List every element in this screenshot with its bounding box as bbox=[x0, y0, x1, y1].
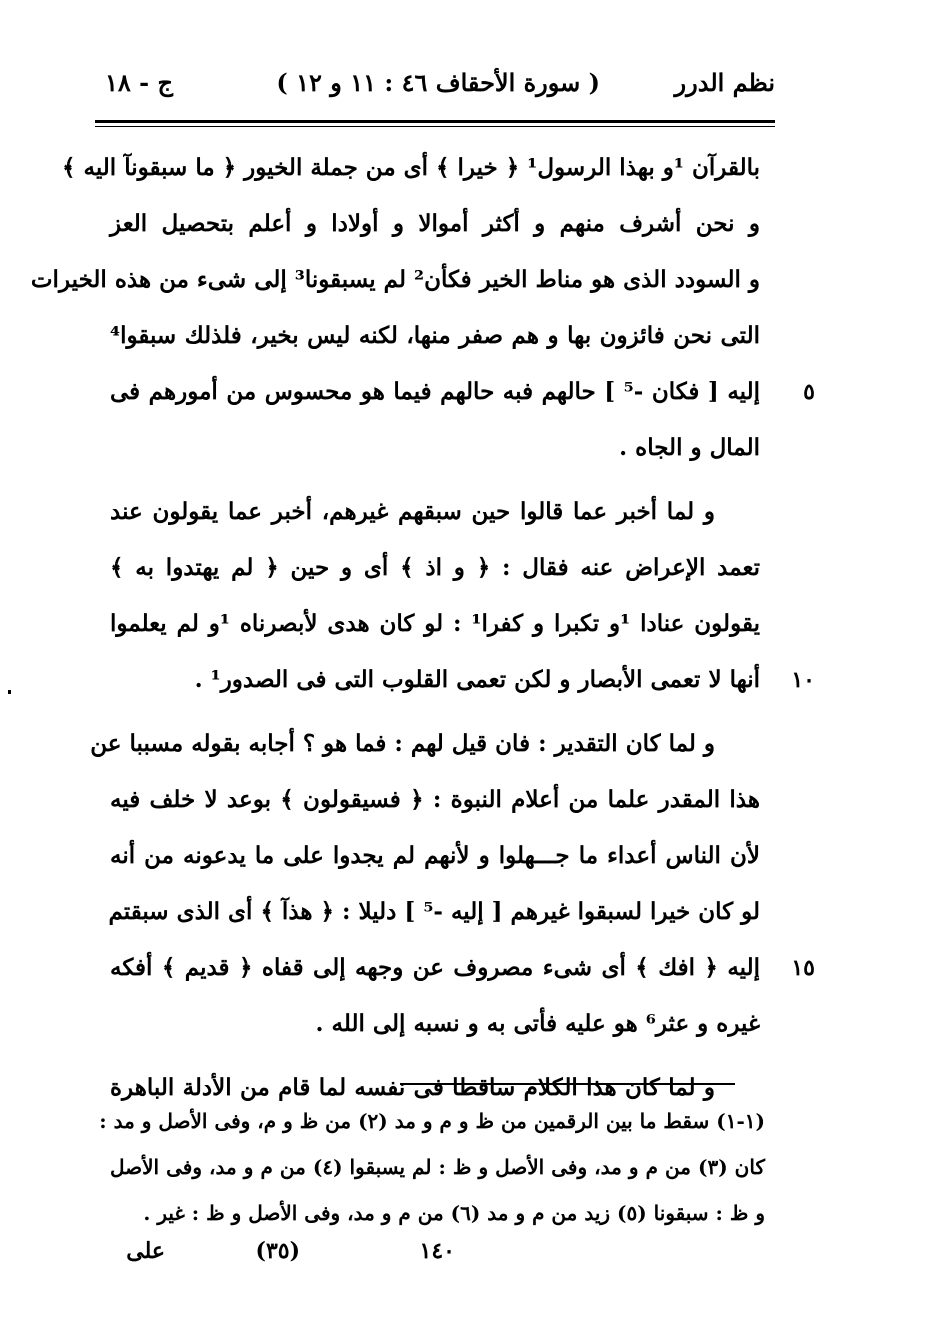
book-title: نظم الدرر bbox=[674, 68, 775, 97]
text-line bbox=[110, 540, 760, 596]
header-rule bbox=[95, 120, 775, 123]
footnote-line: كان (٣) من م و مد، وفى الأصل و ظ : لم يسبقوا (٤) من م و مد، وفى الأصل bbox=[110, 1155, 765, 1179]
line-text: لأن الناس أعداء ما جـــهلوا و لأنهم لم يجدوا على ما يدعونه من أنه bbox=[110, 842, 760, 869]
surah-reference: ( سورة الأحقاف ٤٦ : ١١ و ١٢ ) bbox=[276, 68, 600, 97]
text-line bbox=[110, 884, 760, 940]
text-line bbox=[110, 484, 760, 540]
page-footer bbox=[110, 1238, 710, 1278]
body-text bbox=[30, 140, 815, 1116]
text-line bbox=[110, 828, 760, 884]
running-header bbox=[95, 68, 775, 108]
text-line bbox=[30, 252, 760, 308]
line-text: غيره و عثر⁶ هو عليه فأتى به و نسبه إلى الله . bbox=[315, 1010, 760, 1037]
line-text: و لما أخبر عما قالوا حين سبقهم غيرهم، أخبر عما يقولون عند bbox=[110, 498, 715, 525]
text-line bbox=[110, 996, 760, 1052]
line-number: ١٠ bbox=[791, 667, 815, 693]
text-line bbox=[110, 364, 815, 420]
volume-number: ج - ١٨ bbox=[105, 68, 173, 97]
line-text: بالقرآن ¹و بهذا الرسول¹ ﴿ خيرا ﴾ أى من جملة الخيور ﴿ ما سبقونآ اليه ﴾ bbox=[62, 154, 760, 181]
text-line bbox=[62, 140, 760, 196]
text-line bbox=[110, 596, 760, 652]
catchword: على bbox=[126, 1238, 165, 1264]
text-line bbox=[110, 772, 760, 828]
line-text: و لما كان التقدير : فان قيل لهم : فما هو ؟ أجابه بقوله مسببا عن bbox=[90, 730, 715, 757]
text-line bbox=[90, 716, 760, 772]
line-text: يقولون عنادا ¹و تكبرا و كفرا¹ : لو كان هدى لأبصرناه ¹و لم يعلموا bbox=[110, 610, 760, 637]
line-text: لو كان خيرا لسبقوا غيرهم [ إليه -⁵ ] دليلا : ﴿ هذآ ﴾ أى الذى سبقتم bbox=[108, 898, 760, 925]
line-text: هذا المقدر علما من أعلام النبوة : ﴿ فسيقولون ﴾ بوعد لا خلف فيه bbox=[110, 786, 760, 813]
text-line bbox=[110, 308, 760, 364]
line-text: التى نحن فائزون بها و هم صفر منها، لكنه ليس بخير، فلذلك سبقوا⁴ bbox=[110, 322, 760, 349]
text-line bbox=[110, 652, 815, 708]
line-text: و نحن أشرف منهم و أكثر أموالا و أولادا و أعلم بتحصيل العز bbox=[110, 210, 760, 237]
line-text: المال و الجاه . bbox=[619, 434, 760, 461]
line-text: تعمد الإعراض عنه فقال : ﴿ و اذ ﴾ أى و حين ﴿ لم يهتدوا به ﴾ bbox=[110, 554, 760, 581]
scan-edge-mark bbox=[8, 690, 11, 694]
fascicle-number: (٣٥) bbox=[255, 1238, 300, 1264]
footnotes bbox=[99, 1098, 765, 1236]
line-text: إليه ﴿ افك ﴾ أى شىء مصروف عن وجهه إلى قفاه ﴿ قديم ﴾ أفكه bbox=[110, 954, 760, 981]
line-text: و السودد الذى هو مناط الخير فكأن² لم يسبقونا³ إلى شىء من هذه الخيرات bbox=[30, 266, 760, 293]
line-text: و لما كان هذا الكلام ساقطا فى نفسه لما قام من الأدلة الباهرة bbox=[110, 1074, 715, 1101]
line-text: إليه [ فكان -⁵ ] حالهم فبه حالهم فيما هو محسوس من أمورهم فى bbox=[110, 378, 761, 405]
line-number: ٥ bbox=[803, 379, 815, 405]
header-rule-thin bbox=[95, 126, 775, 127]
text-line bbox=[110, 940, 815, 996]
line-number: ١٥ bbox=[791, 955, 815, 981]
line-text: أنها لا تعمى الأبصار و لكن تعمى القلوب التى فى الصدور¹ . bbox=[194, 666, 760, 693]
text-line bbox=[110, 420, 760, 476]
text-line bbox=[110, 196, 760, 252]
page-number: ١٤٠ bbox=[419, 1238, 455, 1264]
footnote-rule bbox=[400, 1083, 735, 1085]
footnote-line: و ظ : سبقونا (٥) زيد من م و مد (٦) من م و مد، وفى الأصل و ظ : غير . bbox=[143, 1201, 765, 1225]
footnote-line: (١-١) سقط ما بين الرقمين من ظ و م و مد (٢) من ظ و م، وفى الأصل و مد : bbox=[99, 1109, 765, 1133]
